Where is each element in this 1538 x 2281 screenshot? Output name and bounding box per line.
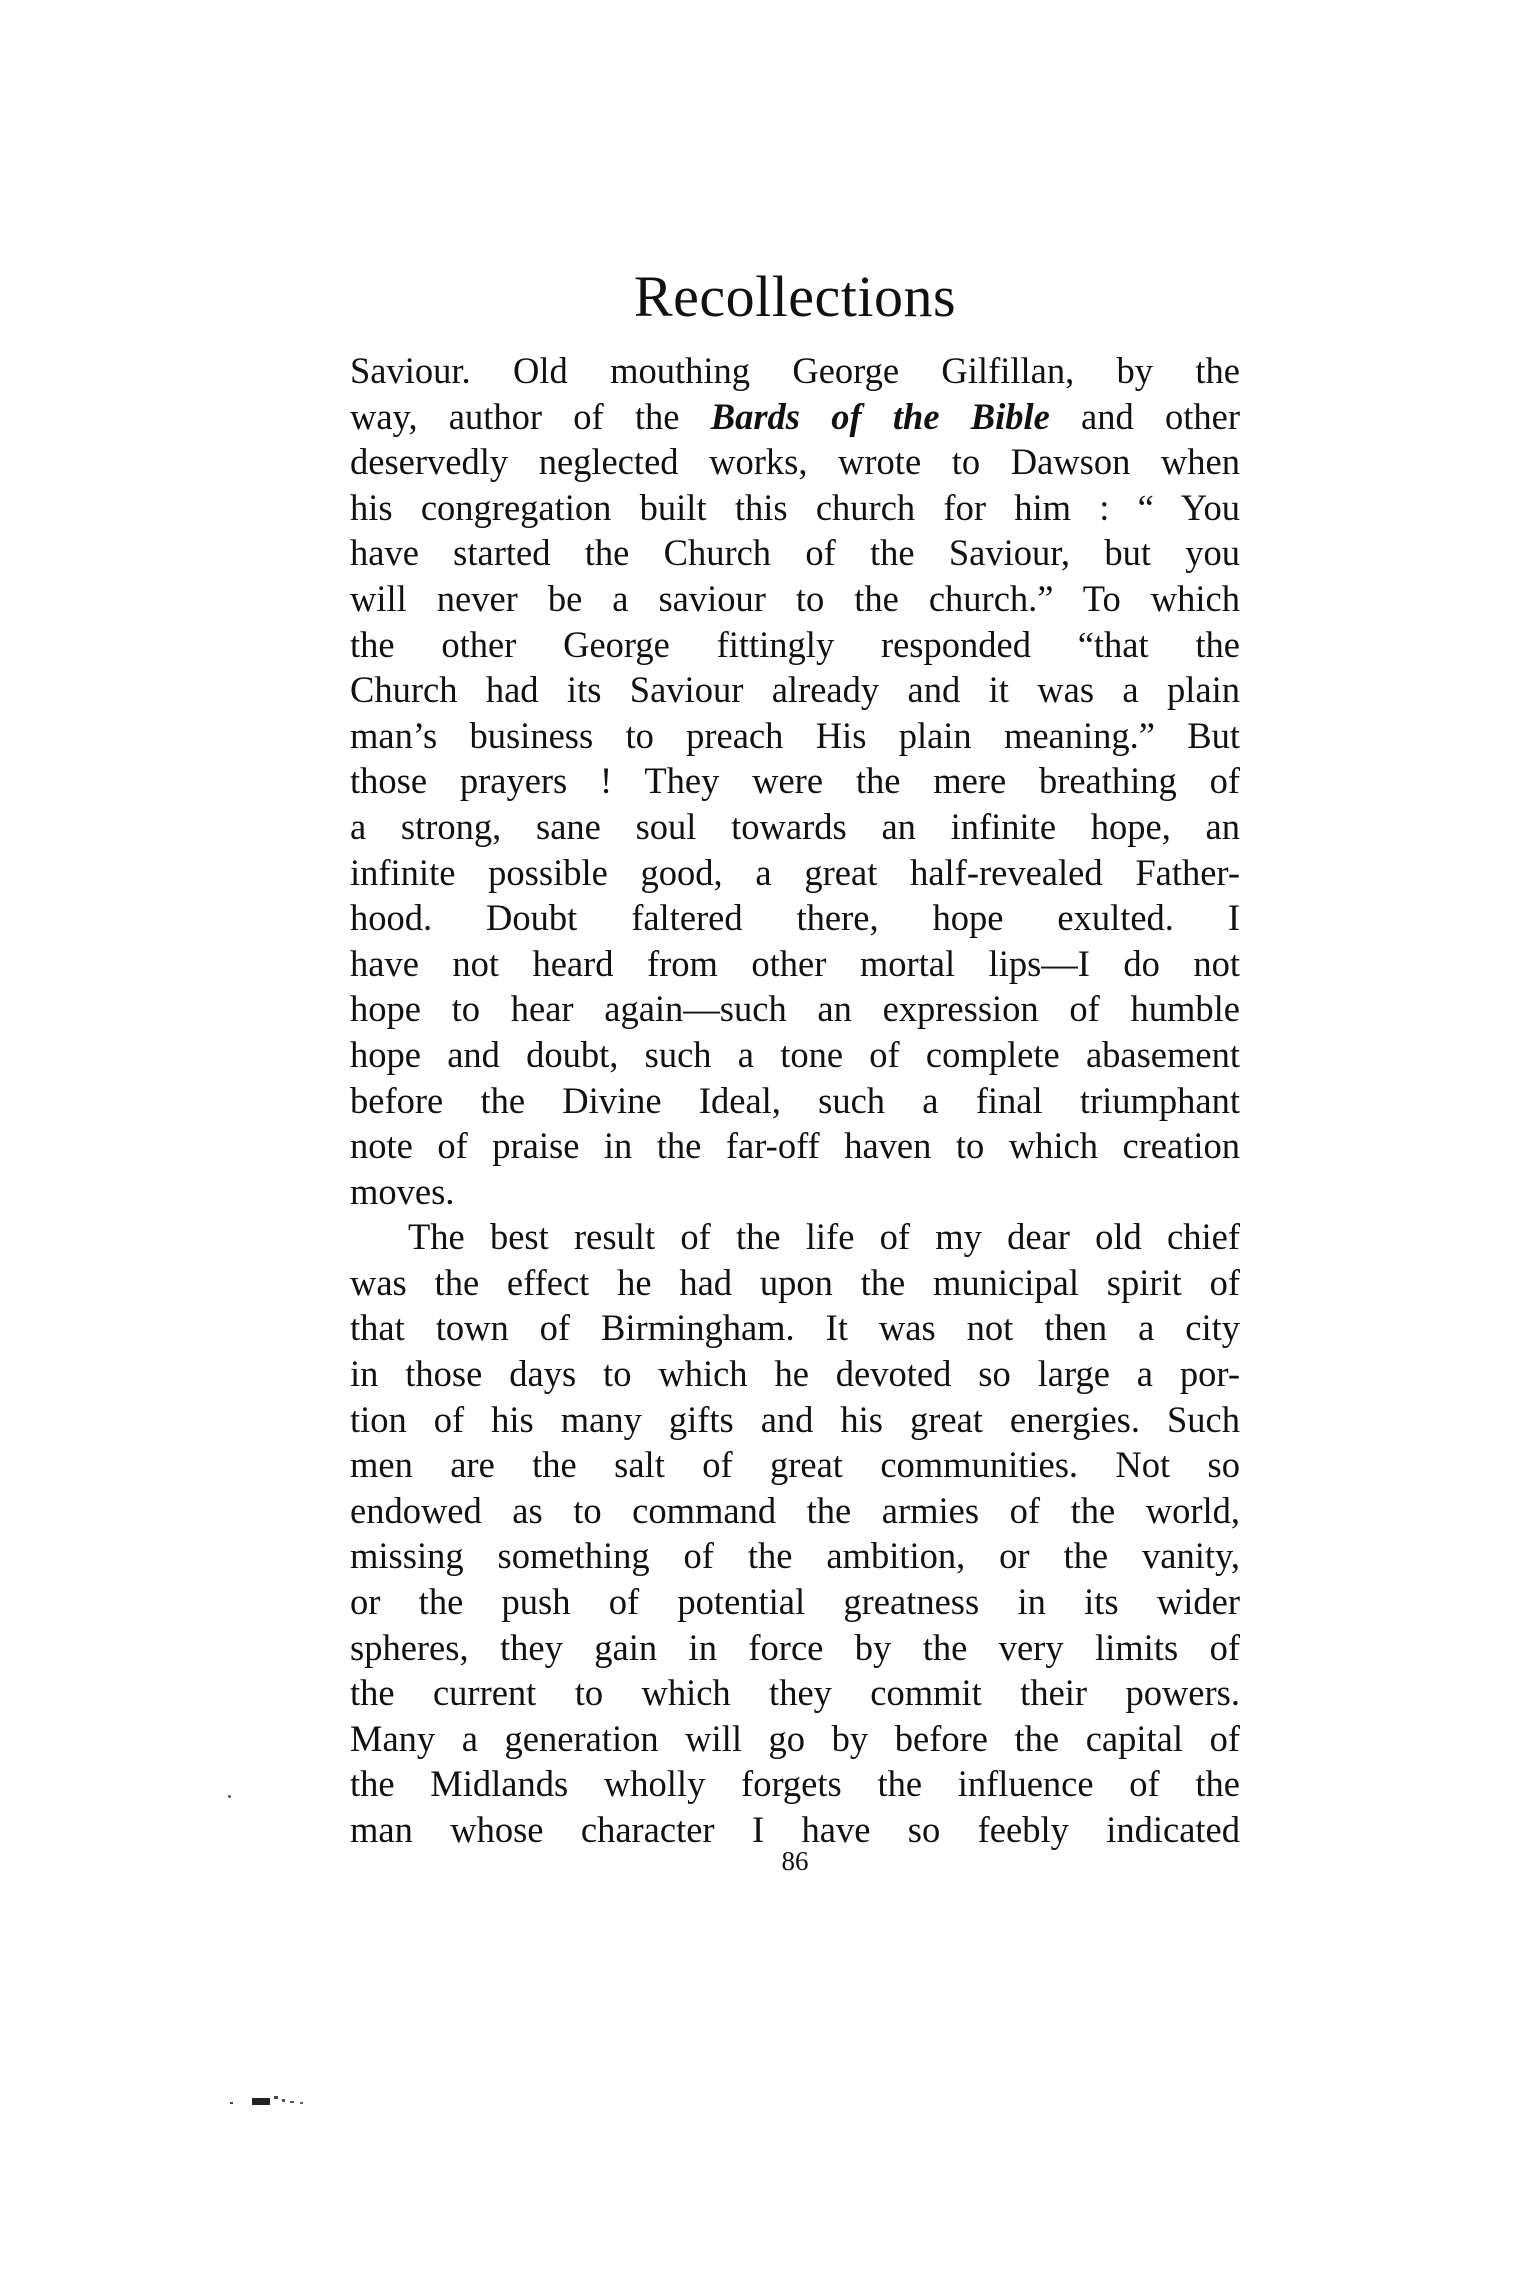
line-text: the current to which they commit their powers. xyxy=(350,1672,1240,1714)
line-text-tail: and other xyxy=(1049,395,1240,437)
text-line xyxy=(350,713,1240,759)
line-text: note of praise in the far-off haven to which creation xyxy=(350,1125,1240,1167)
line-text: The best result of the life of my dear old chief xyxy=(408,1216,1240,1258)
line-text: hood. Doubt faltered there, hope exulted. I xyxy=(350,897,1240,939)
text-line xyxy=(350,1032,1240,1078)
line-text: man whose character I have so feebly indicated xyxy=(350,1809,1240,1850)
text-line xyxy=(350,1761,1240,1807)
text-line xyxy=(350,485,1240,531)
text-line xyxy=(350,530,1240,576)
line-text: was the effect he had upon the municipal spirit of xyxy=(350,1261,1240,1303)
text-line xyxy=(350,1625,1240,1671)
line-text: his congregation built this church for him : “ You xyxy=(350,486,1240,528)
line-text: hope to hear again—such an expression of humble xyxy=(350,988,1240,1030)
ink-smudge xyxy=(230,2090,350,2110)
text-line xyxy=(350,1169,1240,1215)
text-line xyxy=(350,1579,1240,1625)
text-line xyxy=(350,1351,1240,1397)
line-text: will never be a saviour to the church.” To which xyxy=(350,577,1240,619)
line-text: deservedly neglected works, wrote to Dawson when xyxy=(350,441,1240,483)
text-line xyxy=(350,986,1240,1032)
line-text: that town of Birmingham. It was not then a city xyxy=(350,1307,1240,1349)
line-text: hope and doubt, such a tone of complete abasement xyxy=(350,1033,1240,1075)
line-text: in those days to which he devoted so large a por- xyxy=(350,1353,1240,1395)
text-line xyxy=(350,1488,1240,1534)
text-line xyxy=(350,394,1240,440)
text-line xyxy=(350,895,1240,941)
text-line xyxy=(350,1670,1240,1716)
text-line xyxy=(350,667,1240,713)
text-line xyxy=(350,804,1240,850)
line-text: moves. xyxy=(350,1170,455,1212)
text-line xyxy=(350,1260,1240,1306)
text-line xyxy=(350,1214,1240,1260)
text-line xyxy=(350,439,1240,485)
text-line xyxy=(350,1078,1240,1124)
line-text: Church had its Saviour already and it was a plain xyxy=(350,669,1240,711)
line-text: Many a generation will go by before the capital of xyxy=(350,1717,1240,1759)
line-text: a strong, sane soul towards an infinite hope, an xyxy=(350,805,1240,847)
text-line xyxy=(350,1305,1240,1351)
line-text: the Midlands wholly forgets the influence of the xyxy=(350,1763,1240,1805)
text-line xyxy=(350,850,1240,896)
line-text: the other George fittingly responded “that the xyxy=(350,623,1240,665)
line-text: Saviour. Old mouthing George Gilfillan, by the xyxy=(350,350,1240,391)
text-line xyxy=(350,758,1240,804)
line-text: infinite possible good, a great half-revealed Father- xyxy=(350,851,1240,893)
book-title-italic: Bards of the Bible xyxy=(710,395,1050,437)
text-line xyxy=(350,348,1240,394)
line-text: or the push of potential greatness in its wider xyxy=(350,1581,1240,1623)
line-text: endowed as to command the armies of the world, xyxy=(350,1489,1240,1531)
ink-speck xyxy=(228,1795,231,1798)
text-line xyxy=(350,1533,1240,1579)
line-text: men are the salt of great communities. Not so xyxy=(350,1444,1240,1486)
line-text: those prayers ! They were the mere breathing of xyxy=(350,760,1240,802)
line-text: have started the Church of the Saviour, but you xyxy=(350,532,1240,574)
line-text: have not heard from other mortal lips—I do not xyxy=(350,942,1240,984)
line-text: tion of his many gifts and his great energies. Such xyxy=(350,1398,1240,1440)
text-line xyxy=(350,1397,1240,1443)
text-line xyxy=(350,1123,1240,1169)
text-line xyxy=(350,941,1240,987)
line-text: man’s business to preach His plain meaning.” But xyxy=(350,714,1240,756)
line-text: missing something of the ambition, or the vanity, xyxy=(350,1535,1240,1577)
line-text: spheres, they gain in force by the very limits of xyxy=(350,1626,1240,1668)
running-head: Recollections xyxy=(633,264,957,329)
page-number: 86 xyxy=(781,1846,809,1876)
text-line xyxy=(350,622,1240,668)
text-line xyxy=(350,1716,1240,1762)
body-text xyxy=(350,348,1240,1853)
line-text: before the Divine Ideal, such a final triumphant xyxy=(350,1079,1240,1121)
text-line xyxy=(350,576,1240,622)
line-text: way, author of the xyxy=(350,395,711,437)
text-line xyxy=(350,1442,1240,1488)
